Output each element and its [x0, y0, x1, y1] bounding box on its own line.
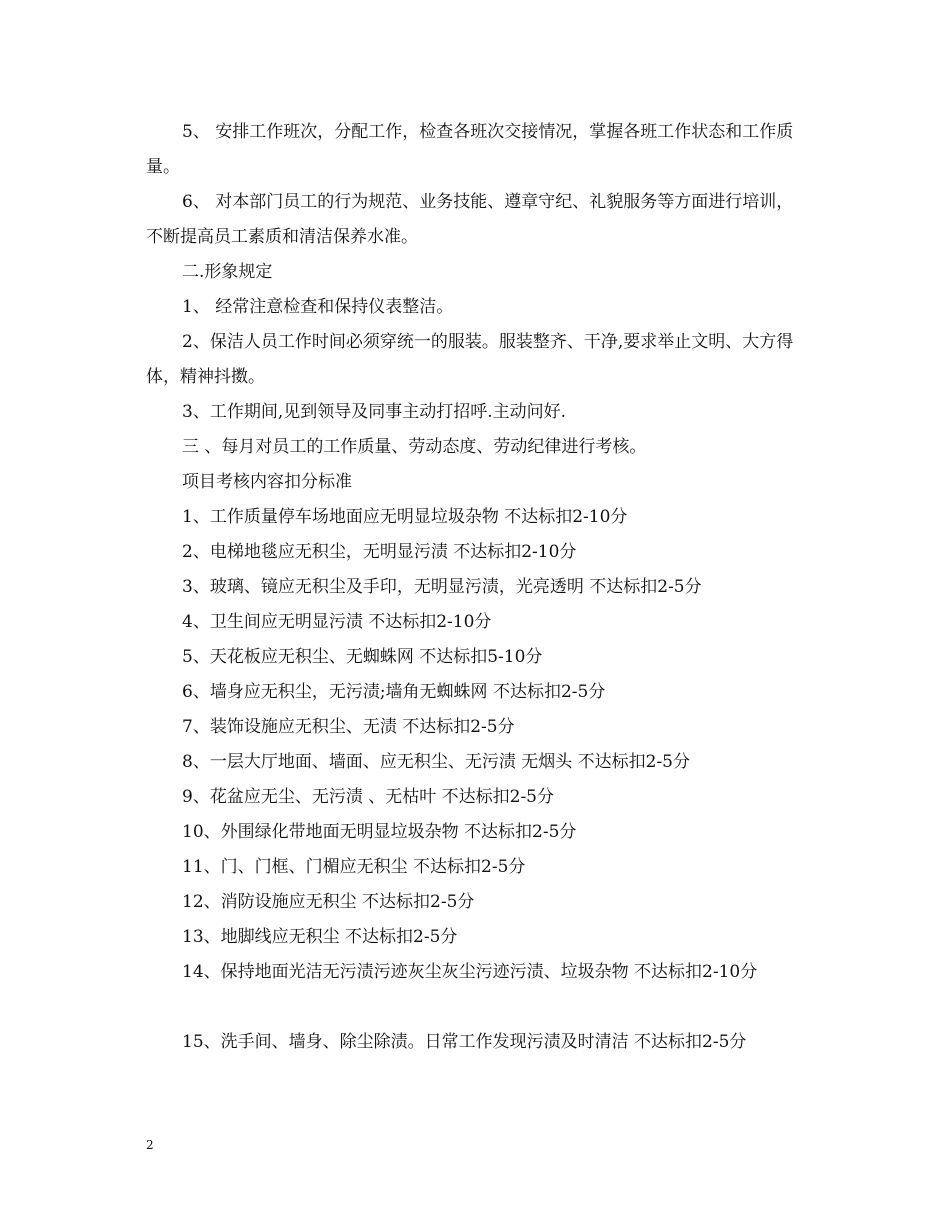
assessment-item: 13、地脚线应无积尘 不达标扣2-5分 [182, 927, 458, 947]
paragraph-duty-6: 6、 对本部门员工的行为规范、业务技能、遵章守纪、礼貌服务等方面进行培训，不断提高员工素质和清洁保养水准。 [146, 192, 794, 247]
section-heading-assessment: 三 、每月对员工的工作质量、劳动态度、劳动纪律进行考核。 [182, 437, 647, 457]
table-header-line: 项目考核内容扣分标准 [182, 472, 352, 492]
paragraph-image-rule-3: 3、工作期间,见到领导及同事主动打招呼.主动问好. [182, 402, 567, 422]
assessment-item: 7、装饰设施应无积尘、无渍 不达标扣2-5分 [182, 717, 515, 737]
assessment-item: 5、天花板应无积尘、无蜘蛛网 不达标扣5-10分 [182, 647, 543, 667]
assessment-item: 14、保持地面光洁无污渍污迹灰尘灰尘污迹污渍、垃圾杂物 不达标扣2-10分 [182, 962, 758, 982]
paragraph-image-rule-2: 2、保洁人员工作时间必须穿统一的服装。服装整齐、干净,要求举止文明、大方得体，精神抖擞。 [146, 332, 794, 387]
assessment-item: 4、卫生间应无明显污渍 不达标扣2-10分 [182, 612, 492, 632]
paragraph-image-rule-1: 1、 经常注意检查和保持仪表整洁。 [182, 297, 454, 317]
assessment-item: 2、电梯地毯应无积尘，无明显污渍 不达标扣2-10分 [182, 542, 577, 562]
assessment-item: 12、消防设施应无积尘 不达标扣2-5分 [182, 892, 475, 912]
assessment-item: 10、外围绿化带地面无明显垃圾杂物 不达标扣2-5分 [182, 822, 577, 842]
section-heading-image-rules: 二.形象规定 [182, 262, 273, 282]
assessment-item: 1、工作质量停车场地面应无明显垃圾杂物 不达标扣2-10分 [182, 507, 628, 527]
assessment-item: 15、洗手间、墙身、除尘除渍。日常工作发现污渍及时清洁 不达标扣2-5分 [182, 1032, 747, 1052]
assessment-item: 6、墙身应无积尘，无污渍;墙角无蜘蛛网 不达标扣2-5分 [182, 682, 606, 702]
assessment-item: 8、一层大厅地面、墙面、应无积尘、无污渍 无烟头 不达标扣2-5分 [182, 752, 690, 772]
paragraph-duty-5: 5、 安排工作班次，分配工作，检查各班次交接情况，掌握各班工作状态和工作质量。 [146, 122, 794, 177]
page-number: 2 [146, 1138, 154, 1152]
assessment-item: 3、玻璃、镜应无积尘及手印，无明显污渍，光亮透明 不达标扣2-5分 [182, 577, 702, 597]
assessment-item: 9、花盆应无尘、无污渍 、无枯叶 不达标扣2-5分 [182, 787, 554, 807]
assessment-item: 11、门、门框、门楣应无积尘 不达标扣2-5分 [182, 857, 526, 877]
